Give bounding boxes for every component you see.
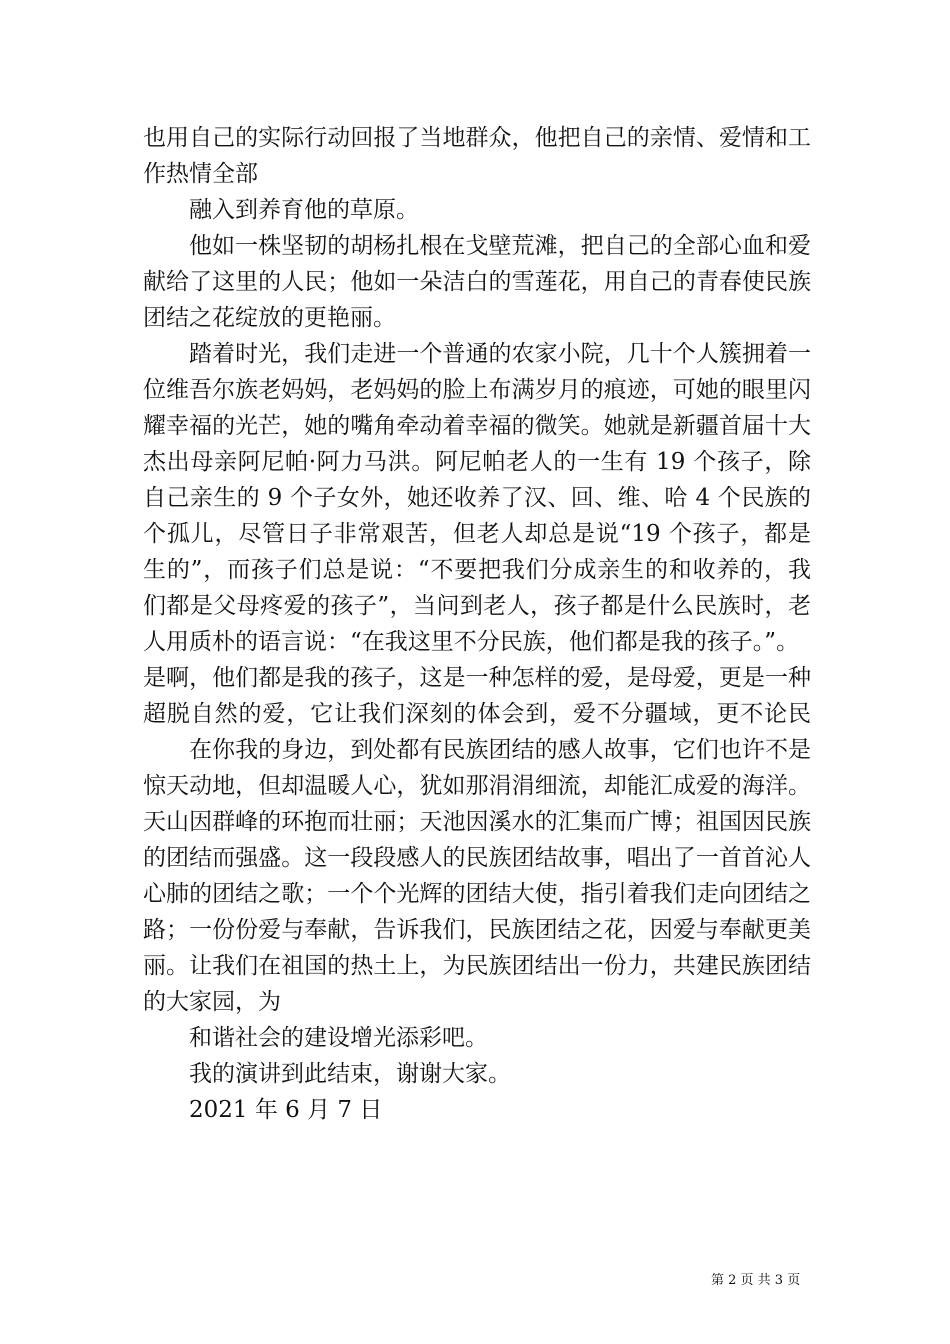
text-line: 天山因群峰的环抱而壮丽；天池因溪水的汇集而广博；祖国因民族 <box>143 809 811 835</box>
page-number: 第 2 页 共 3 页 <box>711 1273 801 1288</box>
text-line: 他如一株坚韧的胡杨扎根在戈壁荒滩，把自己的全部心血和爱 <box>189 233 811 259</box>
text-line: 自己亲生的 9 个子女外，她还收养了汉、回、维、哈 4 个民族的 <box>143 485 811 511</box>
text-line: 生的”，而孩子们总是说：“不要把我们分成亲生的和收养的，我 <box>143 557 811 583</box>
text-line: 路；一份份爱与奉献，告诉我们，民族团结之花，因爱与奉献更美 <box>143 917 811 943</box>
text-line: 耀幸福的光芒，她的嘴角牵动着幸福的微笑。她就是新疆首届十大 <box>143 413 811 439</box>
text-line: 献给了这里的人民；他如一朵洁白的雪莲花，用自己的青春使民族 <box>143 269 811 295</box>
text-line: 们都是父母疼爱的孩子”，当问到老人，孩子都是什么民族时，老 <box>143 593 811 619</box>
text-line: 2021 年 6 月 7 日 <box>189 1097 383 1123</box>
text-line: 的大家园，为 <box>143 989 281 1015</box>
text-line: 超脱自然的爱，它让我们深刻的体会到，爱不分疆域，更不论民 <box>143 701 811 727</box>
text-line: 丽。让我们在祖国的热土上，为民族团结出一份力，共建民族团结 <box>143 953 811 979</box>
text-line: 是啊，他们都是我的孩子，这是一种怎样的爱，是母爱，更是一种 <box>143 665 811 691</box>
text-line: 也用自己的实际行动回报了当地群众，他把自己的亲情、爱情和工 <box>143 125 811 151</box>
text-line: 人用质朴的语言说：“在我这里不分民族，他们都是我的孩子。”。 <box>143 629 800 655</box>
text-line: 在你我的身边，到处都有民族团结的感人故事，它们也许不是 <box>189 737 811 763</box>
text-line: 心肺的团结之歌；一个个光辉的团结大使，指引着我们走向团结之 <box>143 881 811 907</box>
text-line: 融入到养育他的草原。 <box>189 197 419 223</box>
text-line: 个孤儿，尽管日子非常艰苦，但老人却总是说“19 个孩子，都是 <box>143 521 811 547</box>
paragraph-lines <box>143 120 811 1128</box>
text-line: 作热情全部 <box>143 161 258 187</box>
document-body <box>143 120 811 1128</box>
text-line: 踏着时光，我们走进一个普通的农家小院，几十个人簇拥着一 <box>189 341 811 367</box>
text-line: 惊天动地，但却温暖人心，犹如那涓涓细流，却能汇成爱的海洋。 <box>143 773 811 799</box>
text-line: 我的演讲到此结束，谢谢大家。 <box>189 1061 511 1087</box>
text-line: 杰出母亲阿尼帕·阿力马洪。阿尼帕老人的一生有 19 个孩子，除 <box>143 449 811 475</box>
text-line: 的团结而强盛。这一段段感人的民族团结故事，唱出了一首首沁人 <box>143 845 811 871</box>
text-line: 团结之花绽放的更艳丽。 <box>143 305 396 331</box>
text-line: 和谐社会的建设增光添彩吧。 <box>189 1025 488 1051</box>
text-line: 位维吾尔族老妈妈，老妈妈的脸上布满岁月的痕迹，可她的眼里闪 <box>143 377 811 403</box>
